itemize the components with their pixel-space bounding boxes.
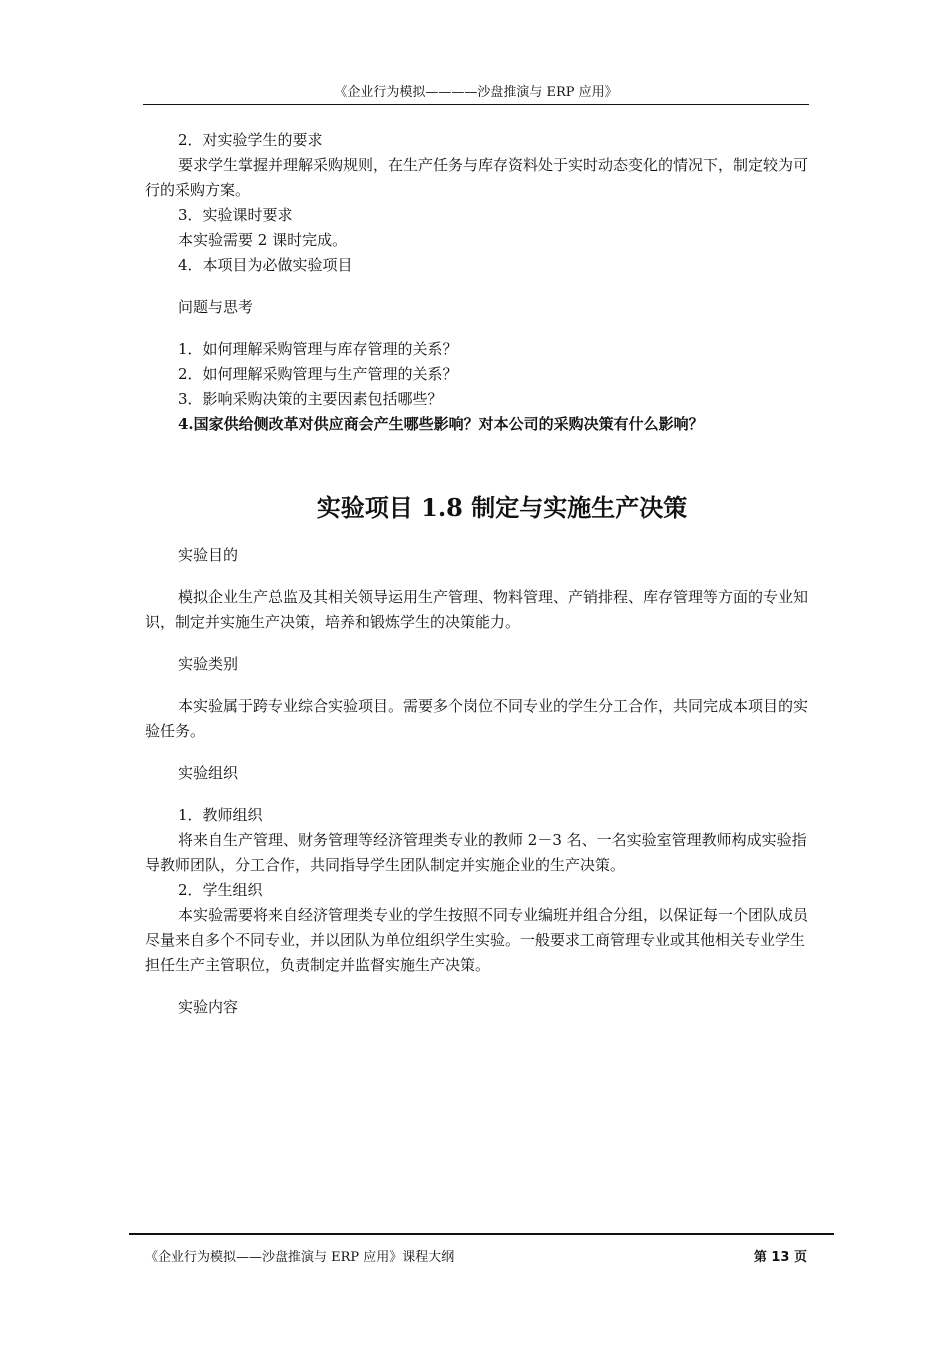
purpose-text: 模拟企业生产总监及其相关领导运用生产管理、物料管理、产销排程、库存管理等方面的专业知识，制定并实施生产决策，培养和锻炼学生的决策能力。 bbox=[145, 588, 809, 631]
running-header: 《企业行为模拟————沙盘推演与 ERP 应用》 bbox=[334, 85, 618, 100]
questions-heading: 问题与思考 bbox=[178, 298, 254, 316]
class-hours-heading: 3．实验课时要求 bbox=[178, 206, 293, 224]
page-number: 第 13 页 bbox=[753, 1250, 807, 1265]
class-hours-text: 本实验需要 2 课时完成。 bbox=[178, 231, 348, 249]
content-heading: 实验内容 bbox=[178, 998, 239, 1016]
teacher-organization-text: 将来自生产管理、财务管理等经济管理类专业的教师 2－3 名、一名实验室管理教师构成实验指导教师团队，分工合作，共同指导学生团队制定并实施企业的生产决策。 bbox=[145, 831, 807, 874]
header-rule bbox=[143, 104, 809, 105]
question-item: 3．影响采购决策的主要因素包括哪些？ bbox=[178, 390, 443, 408]
question-item: 2．如何理解采购管理与生产管理的关系？ bbox=[178, 365, 458, 383]
footer-course-title: 《企业行为模拟——沙盘推演与 ERP 应用》课程大纲 bbox=[145, 1250, 455, 1265]
footer-rule bbox=[129, 1233, 834, 1235]
page-content bbox=[145, 128, 809, 1020]
student-organization-text: 本实验需要将来自经济管理类专业的学生按照不同专业编班并组合分组，以保证每一个团队成员尽量来自多个不同专业，并以团队为单位组织学生实验。一般要求工商管理专业或其他相关专业学生担任生产主管职位，负责制定并监督实施生产决策。 bbox=[145, 906, 809, 974]
project-title: 实验项目 1.8 制定与实施生产决策 bbox=[316, 493, 688, 522]
teacher-organization-heading: 1．教师组织 bbox=[178, 806, 263, 824]
organization-heading: 实验组织 bbox=[178, 764, 239, 782]
student-organization-heading: 2．学生组织 bbox=[178, 881, 263, 899]
purpose-heading: 实验目的 bbox=[178, 546, 239, 564]
question-item-bold: 4.国家供给侧改革对供应商会产生哪些影响？对本公司的采购决策有什么影响？ bbox=[178, 415, 704, 433]
category-heading: 实验类别 bbox=[178, 655, 239, 673]
student-requirement-text: 要求学生掌握并理解采购规则，在生产任务与库存资料处于实时动态变化的情况下，制定较为可行的采购方案。 bbox=[145, 156, 809, 199]
required-item-note: 4．本项目为必做实验项目 bbox=[178, 256, 353, 274]
student-requirement-heading: 2．对实验学生的要求 bbox=[178, 131, 323, 149]
question-item: 1．如何理解采购管理与库存管理的关系？ bbox=[178, 340, 458, 358]
category-text: 本实验属于跨专业综合实验项目。需要多个岗位不同专业的学生分工合作，共同完成本项目的实验任务。 bbox=[145, 697, 809, 740]
